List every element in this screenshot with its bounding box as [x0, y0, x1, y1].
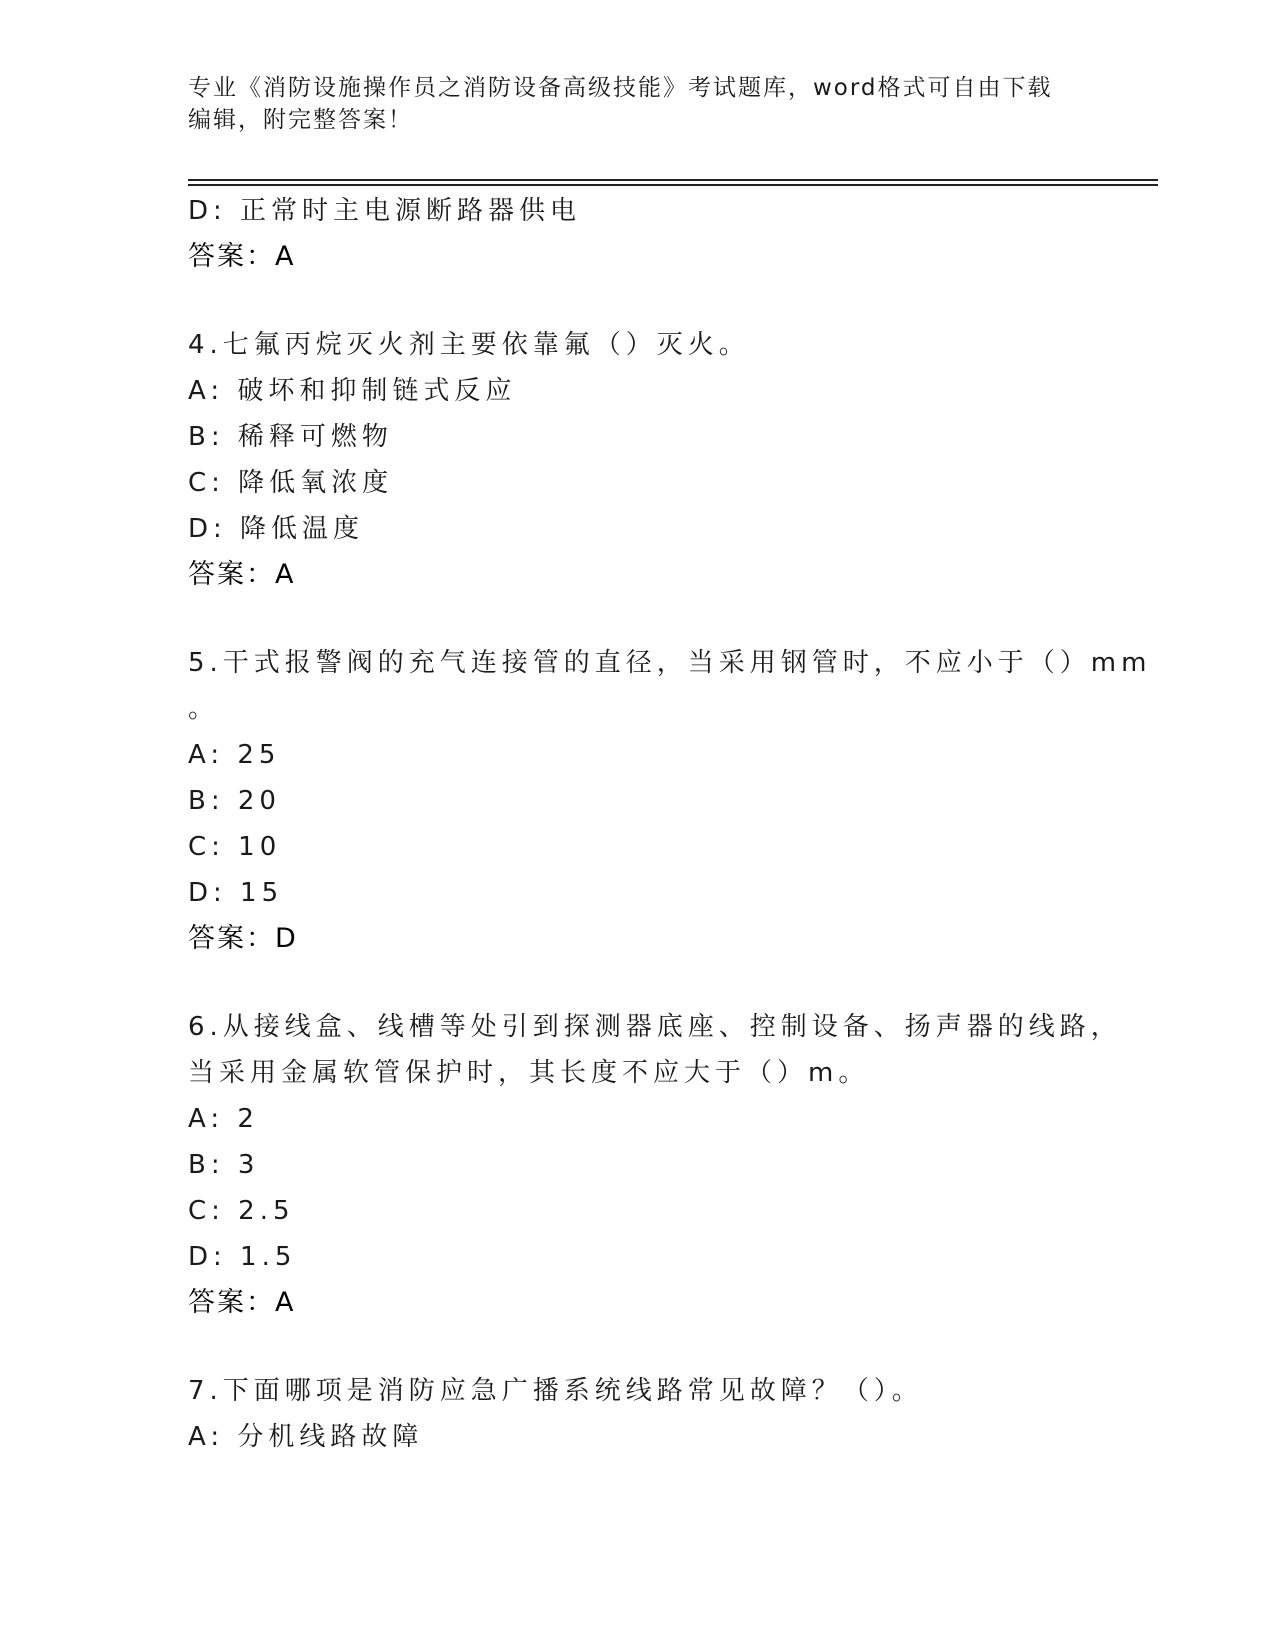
- question-5: [188, 640, 1152, 962]
- question-stem-continued: 。: [188, 694, 220, 724]
- answer-line: 答案：D: [188, 923, 298, 954]
- question-6: [188, 1004, 1122, 1326]
- question-stem: 7.下面哪项是消防应急广播系统线路常见故障？（）。: [188, 1376, 923, 1406]
- option-a: A: 分机线路故障: [188, 1422, 424, 1452]
- option-d: D: 降低温度: [188, 514, 365, 544]
- option-c: C: 10: [188, 832, 282, 862]
- previous-question-tail: [188, 188, 1088, 280]
- question-stem-continued: 当采用金属软管保护时，其长度不应大于（）m。: [188, 1058, 870, 1088]
- question-list: [188, 188, 1152, 1460]
- option-c: C: 2.5: [188, 1196, 295, 1226]
- question-7: [188, 1368, 1088, 1460]
- page-header: 专业《消防设施操作员之消防设备高级技能》考试题库，word格式可自由下载编辑，附完整答案！: [188, 75, 1053, 133]
- option-d: D: 正常时主电源断路器供电: [188, 196, 582, 226]
- option-b: B: 稀释可燃物: [188, 422, 393, 452]
- question-stem: 5.干式报警阀的充气连接管的直径，当采用钢管时，不应小于（）mm: [188, 648, 1152, 678]
- answer-line: 答案：A: [188, 241, 296, 272]
- answer-line: 答案：A: [188, 559, 296, 590]
- option-b: B: 3: [188, 1150, 260, 1180]
- option-c: C: 降低氧浓度: [188, 468, 394, 498]
- option-a: A: 25: [188, 740, 281, 770]
- header-divider-bottom: [188, 184, 1158, 186]
- header-divider-top: [188, 179, 1158, 181]
- question-stem: 6.从接线盒、线槽等处引到探测器底座、控制设备、扬声器的线路，: [188, 1012, 1122, 1042]
- option-a: A: 破坏和抑制链式反应: [188, 376, 517, 406]
- option-a: A: 2: [188, 1104, 259, 1134]
- answer-line: 答案：A: [188, 1287, 296, 1318]
- option-b: B: 20: [188, 786, 281, 816]
- option-d: D: 1.5: [188, 1242, 297, 1272]
- question-4: [188, 322, 1088, 598]
- option-d: D: 15: [188, 878, 284, 908]
- question-stem: 4.七氟丙烷灭火剂主要依靠氟（）灭火。: [188, 330, 750, 360]
